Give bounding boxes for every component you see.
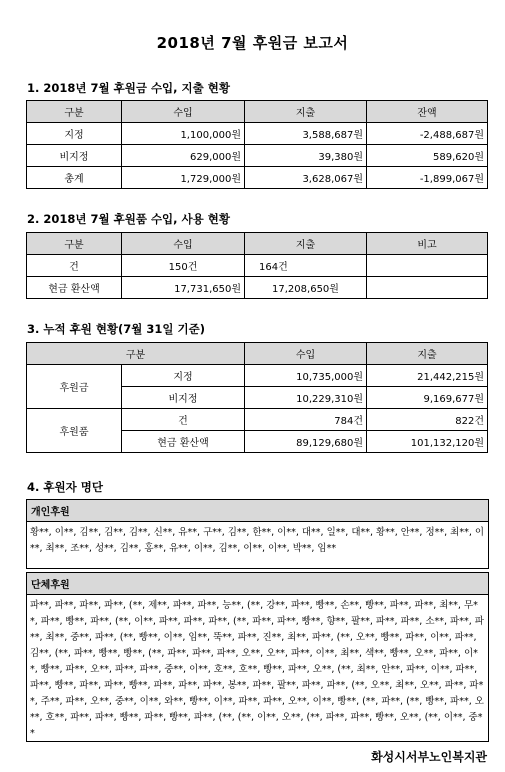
individual-donors-list: 황**, 이**, 김**, 김**, 김**, 신**, 유**, 구**, 김**, 한**, 이**, 대**, 일**, 대**, 황**, 안**, 정**, 최**, 이**, 최**, 조**, 성**, 김**, 홍**, 유**, 이**, 김**, 이**, 이**, 박**, 임** bbox=[30, 527, 485, 554]
section3-heading: 3. 누적 후원 현황(7월 31일 기준) bbox=[27, 322, 205, 336]
table-cell: 건 bbox=[27, 255, 122, 277]
group-label: 후원품 bbox=[27, 409, 122, 453]
table-cell: 21,442,215원 bbox=[367, 365, 488, 387]
table-cell: 현금 환산액 bbox=[27, 277, 122, 299]
section2-table bbox=[26, 232, 488, 299]
table-header: 지출 bbox=[367, 343, 488, 365]
individual-donors-box bbox=[26, 499, 489, 569]
table-row bbox=[27, 145, 488, 167]
table-cell bbox=[367, 255, 488, 277]
table-cell: 1,729,000원 bbox=[122, 167, 245, 189]
table-header: 지출 bbox=[245, 101, 367, 123]
table-cell: 총계 bbox=[27, 167, 122, 189]
section3-table bbox=[26, 342, 488, 453]
table-header: 지출 bbox=[245, 233, 367, 255]
group-donors-box bbox=[26, 572, 489, 742]
table-header: 구분 bbox=[27, 343, 245, 365]
table-cell: 3,588,687원 bbox=[245, 123, 367, 145]
table-row bbox=[27, 255, 488, 277]
section4-heading: 4. 후원자 명단 bbox=[27, 480, 103, 494]
table-cell: 101,132,120원 bbox=[367, 431, 488, 453]
table-header-row bbox=[27, 101, 488, 123]
table-cell: 164건 bbox=[245, 255, 367, 277]
table-cell: 89,129,680원 bbox=[245, 431, 367, 453]
group-label: 후원금 bbox=[27, 365, 122, 409]
table-row bbox=[27, 167, 488, 189]
table-cell: 629,000원 bbox=[122, 145, 245, 167]
table-cell: 17,208,650원 bbox=[245, 277, 367, 299]
table-row bbox=[27, 365, 488, 387]
table-cell: 비지정 bbox=[122, 387, 245, 409]
table-row bbox=[27, 123, 488, 145]
table-cell: 39,380원 bbox=[245, 145, 367, 167]
section2-heading: 2. 2018년 7월 후원품 수입, 사용 현황 bbox=[27, 212, 230, 226]
section1-table bbox=[26, 100, 488, 189]
table-cell bbox=[367, 277, 488, 299]
table-header: 구분 bbox=[27, 101, 122, 123]
table-cell: 822건 bbox=[367, 409, 488, 431]
table-cell: -2,488,687원 bbox=[367, 123, 488, 145]
table-cell: -1,899,067원 bbox=[367, 167, 488, 189]
table-cell: 9,169,677원 bbox=[367, 387, 488, 409]
table-cell: 10,735,000원 bbox=[245, 365, 367, 387]
group-donors-label: 단체후원 bbox=[27, 573, 488, 595]
table-cell: 현금 환산액 bbox=[122, 431, 245, 453]
table-header: 잔액 bbox=[367, 101, 488, 123]
table-header: 비고 bbox=[367, 233, 488, 255]
table-header-row bbox=[27, 233, 488, 255]
table-header-row bbox=[27, 343, 488, 365]
table-cell: 비지정 bbox=[27, 145, 122, 167]
table-header: 수입 bbox=[245, 343, 367, 365]
table-cell: 589,620원 bbox=[367, 145, 488, 167]
table-cell: 17,731,650원 bbox=[122, 277, 245, 299]
table-cell: 10,229,310원 bbox=[245, 387, 367, 409]
table-cell: 3,628,067원 bbox=[245, 167, 367, 189]
group-donors-list: 파**, 파**, 파**, 파**, (**, 제**, 파**, 파**, 능**, (**, 강**, 파**, 빵**, 손**, 빵**, 파**, 파**, 최**, 무**, 파**, 빵**, 파**, (**, 이**, 파**, 파**, 파**, (**, 파**, 파**, 빵**, 향**, 팔**, 파**, 파**, 소**, 파**, 파**, 최**, 중**, 파**, (**, 빵**, 이**, 임**, 뚝**, 파**, 진**, 최**, 파**, (**, 오**, 빵**, 파**, 이**, 파**, 김**, (**, 파**, 빵**, 빵**, (**, 파**, 파**, 파**, 오**, 오**, 파**, 이**, 최**, 색**, 빵**, 오**, 파**, 이**, 빵**, 파**, 오**, 파**, 파**, 중**, 이**, 호**, 호**, 빵**, 파**, 오**, (**, 최**, 안**, 파**, 이**, 파**, 파**, 빵**, 파**, 파**, 빵**, 파**, 파**, 파**, 봉**, 파**, 팔**, 파**, 파**, (**, 오**, 최**, 오**, 파**, 파**, 주**, 파**, 오**, 중**, 이**, 와**, 빵**, 이**, 파**, 파**, 오**, 이**, 빵**, (**, 파**, (**, 빵**, 파**, 오**, 호**, 파**, 파**, 빵**, 파**, 빵**, 파**, (**, (**, 이**, 오**, (**, 파**, 파**, 빵**, 오**, (**, 이**, 중** bbox=[30, 600, 484, 739]
organization-name: 화성시서부노인복지관 bbox=[371, 750, 487, 764]
table-header: 수입 bbox=[122, 233, 245, 255]
table-cell: 1,100,000원 bbox=[122, 123, 245, 145]
table-cell: 건 bbox=[122, 409, 245, 431]
table-cell: 784건 bbox=[245, 409, 367, 431]
table-row bbox=[27, 409, 488, 431]
table-cell: 150건 bbox=[122, 255, 245, 277]
table-header: 구분 bbox=[27, 233, 122, 255]
table-cell: 지정 bbox=[27, 123, 122, 145]
page-title: 2018년 7월 후원금 보고서 bbox=[156, 34, 349, 52]
table-header: 수입 bbox=[122, 101, 245, 123]
individual-donors-label: 개인후원 bbox=[27, 500, 488, 522]
table-cell: 지정 bbox=[122, 365, 245, 387]
table-row bbox=[27, 277, 488, 299]
section1-heading: 1. 2018년 7월 후원금 수입, 지출 현황 bbox=[27, 81, 230, 95]
